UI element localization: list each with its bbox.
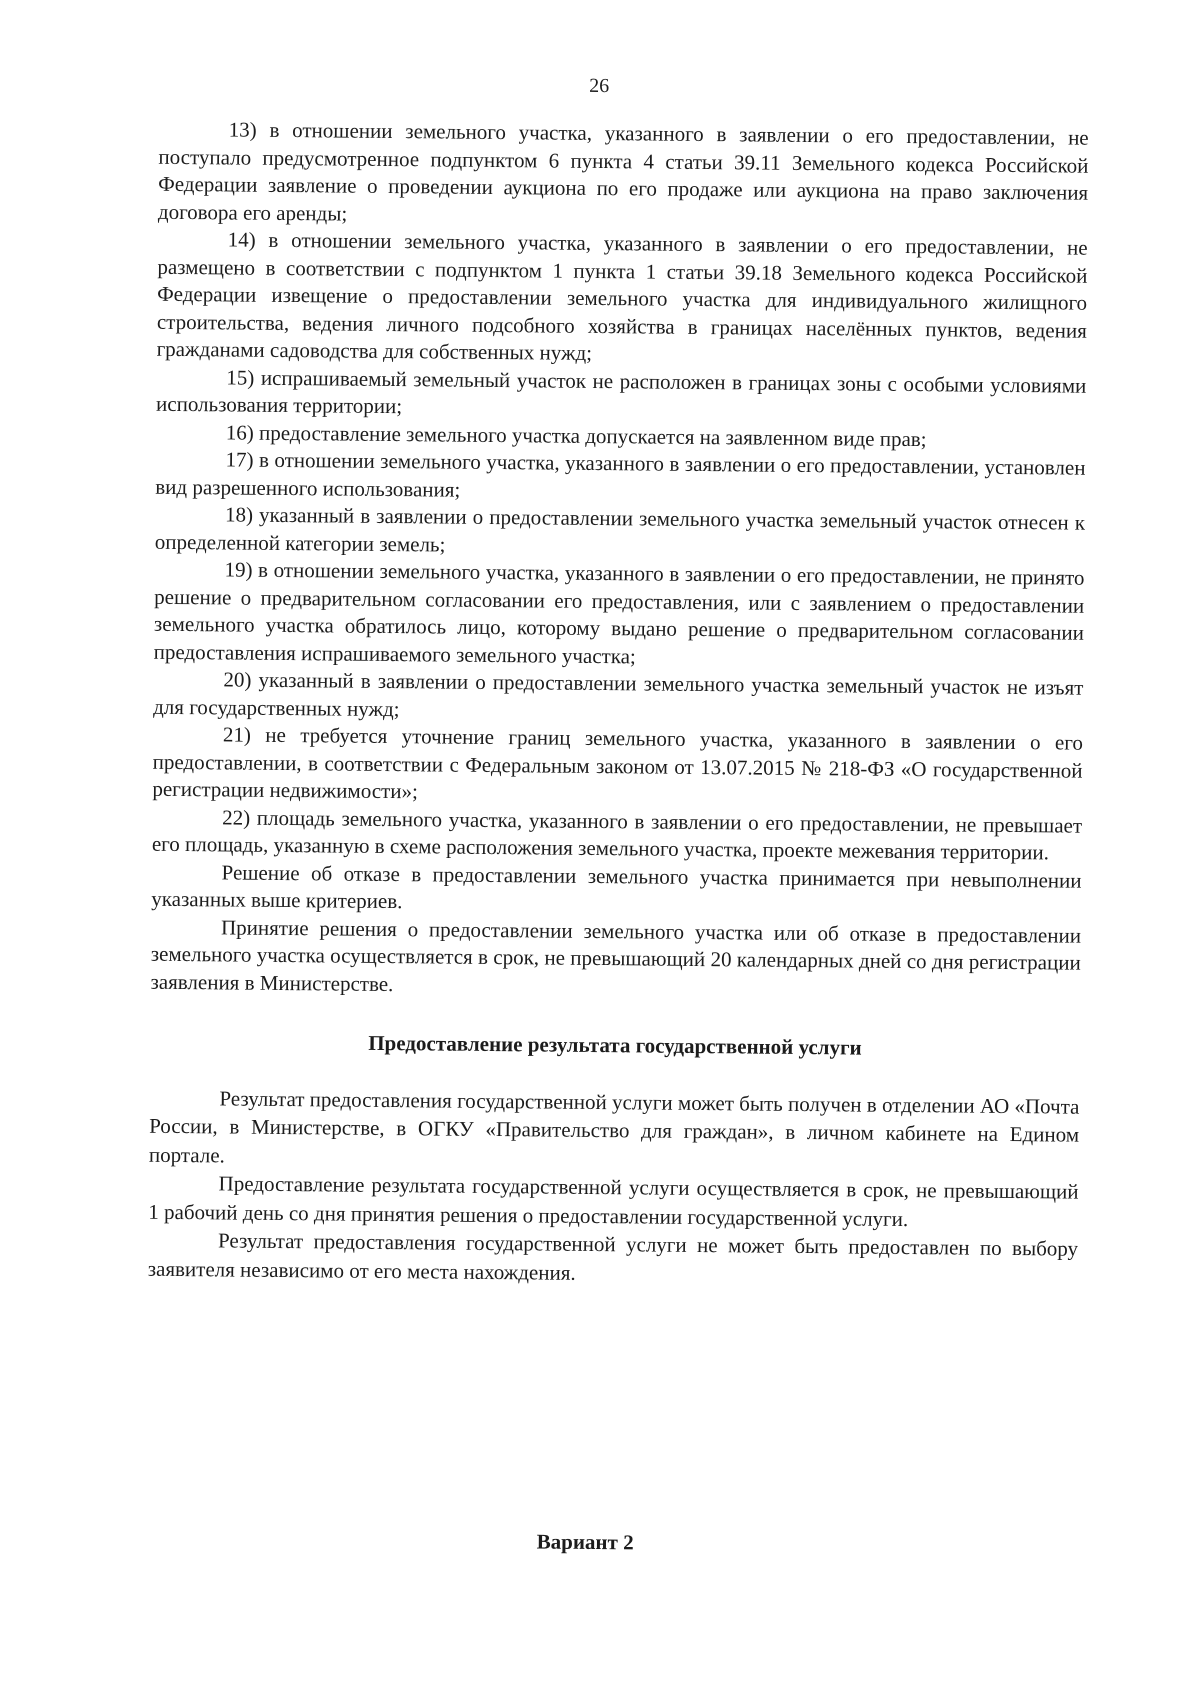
paragraph-item-18: 18) указанный в заявлении о предоставлении земельного участка земельный участок отнесен к определенной категории земель;	[154, 502, 1086, 557]
paragraph-decision-term: Принятие решения о предоставлении земельного участка или об отказе в предоставлении земельного участка осуществляется в срок, не превышающий 20 календарных дней со дня регистрации заявления в Министерстве.	[150, 914, 1082, 996]
paragraph-result-extraterritorial: Результат предоставления государственной услуги не может быть предоставлен по выбору заявителя независимо от его места нахождения.	[147, 1228, 1079, 1285]
paragraph-item-22: 22) площадь земельного участка, указанного в заявлении о его предоставлении, не превышает его площадь, указанную в схеме расположения земельного участка, проекте межевания территории.	[151, 804, 1083, 865]
section-heading: Предоставление результата государственной услуги	[368, 1030, 862, 1060]
paragraph-item-15: 15) испрашиваемый земельный участок не расположен в границах зоны с особыми условиями использования территории;	[155, 364, 1087, 419]
section-body	[148, 1083, 1080, 1291]
paragraph-result-delivery: Результат предоставления государственной услуги может быть получен в отделении АО «Почта России, в Министерстве, в ОГКУ «Правительство для граждан», в личном кабинете на Едином портале.	[148, 1085, 1080, 1167]
paragraph-refusal-decision: Решение об отказе в предоставлении земельного участка принимается при невыполнении указанных выше критериев.	[151, 859, 1082, 914]
variant-heading: Вариант 2	[536, 1529, 634, 1555]
paragraph-item-13: 13) в отношении земельного участка, указанного в заявлении о его предоставлении, не поступало предусмотренное подпунктом 6 пункта 4 статьи 39.11 Земельного кодекса Российской Федерации заявление о проведении аукциона по его продаже или аукциона на право заключения договора его аренды;	[157, 117, 1089, 226]
paragraph-result-term: Предоставление результата государственной услуги осуществляется в срок, не превышающий 1 рабочий день со дня принятия решения о предоставлении государственной услуги.	[148, 1171, 1079, 1231]
paragraph-item-16: 16) предоставление земельного участка допускается на заявленном виде прав;	[225, 419, 927, 451]
paragraph-item-14: 14) в отношении земельного участка, указанного в заявлении о его предоставлении, не размещено в соответствии с подпунктом 1 пункта 1 статьи 39.18 Земельного кодекса Российской Федерации извещение о предоставлении земельного участка для индивидуального жилищного строительства, ведения личного подсобного хозяйства в границах населённых пунктов, ведения гражданами садоводства для собственных нужд;	[156, 227, 1088, 365]
paragraph-item-20: 20) указанный в заявлении о предоставлении земельного участка земельный участок не изъят для государственных нужд;	[153, 667, 1084, 721]
paragraph-item-17: 17) в отношении земельного участка, указанного в заявлении о его предоставлении, установлен вид разрешенного использования;	[155, 447, 1086, 502]
paragraph-item-19: 19) в отношении земельного участка, указанного в заявлении о его предоставлении, не принято решение о предварительном согласовании его предоставления, или с заявлением о предоставлении земельного участка обратилось лицо, которому выдано решение о предварительном согласовании предоставления испрашиваемого земельного участка;	[153, 557, 1085, 668]
document-body	[148, 116, 1089, 1292]
page-number: 26	[589, 74, 610, 98]
paragraph-item-21: 21) не требуется уточнение границ земельного участка, указанного в заявлении о его предоставлении, в соответствии с Федеральным законом от 13.07.2015 № 218-ФЗ «О государственной регистрации недвижимости»;	[152, 722, 1084, 804]
